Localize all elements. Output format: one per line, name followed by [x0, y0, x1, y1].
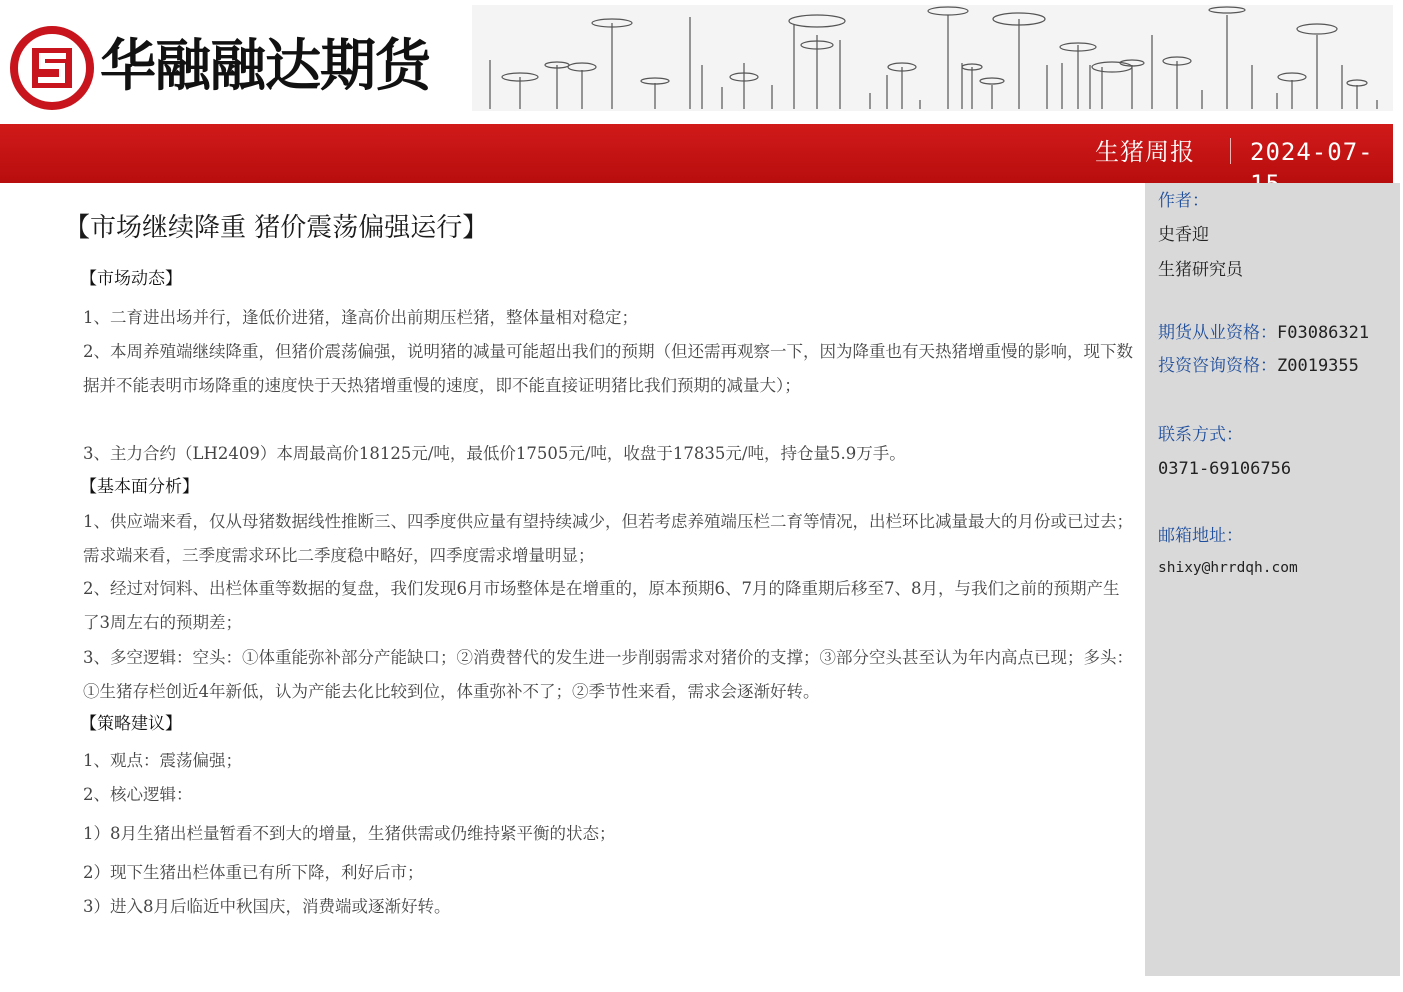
- strategy-paragraph-4: 2）现下生猪出栏体重已有所下降，利好后市；: [83, 863, 424, 882]
- email-label: 邮箱地址：: [1158, 526, 1243, 546]
- report-header-bar: [0, 124, 1393, 183]
- fundamentals-paragraph-3: 3、多空逻辑：空头：①体重能弥补部分产能缺口；②消费替代的发生进一步削弱需求对猪价的支撑；③部分空头甚至认为年内高点已现；多头：①生猪存栏创近4年新低，认为产能去化比较到位，体重弥补不了；②季节性来看，需求会逐渐好转。: [83, 648, 1133, 701]
- investment-qualification-label: 投资咨询资格：: [1158, 356, 1277, 376]
- investment-qualification-value: Z0019355: [1277, 356, 1359, 376]
- strategy-paragraph-1: 1、观点：震荡偏强；: [83, 751, 242, 770]
- author-role: 生猪研究员: [1158, 260, 1243, 280]
- author-label: 作者：: [1158, 191, 1209, 211]
- company-logo: [10, 24, 470, 114]
- author-name: 史香迎: [1158, 225, 1209, 245]
- contact-phone: 0371-69106756: [1158, 459, 1292, 479]
- decorative-banner-icon: [472, 5, 1393, 111]
- company-logo-icon: [10, 26, 94, 110]
- market-paragraph-2: 2、本周养殖端继续降重，但猪价震荡偏强，说明猪的减量可能超出我们的预期（但还需再观察一下，因为降重也有天热猪增重慢的影响，现下数据并不能表明市场降重的速度快于天热猪增重慢的速度，即不能直接证明猪比我们预期的减量大）；: [83, 342, 1133, 395]
- futures-qualification-label: 期货从业资格：: [1158, 323, 1277, 343]
- market-paragraph-3: 3、主力合约（LH2409）本周最高价18125元/吨，最低价17505元/吨，收盘于17835元/吨，持仓量5.9万手。: [83, 444, 906, 463]
- contact-label: 联系方式：: [1158, 425, 1243, 445]
- strategy-paragraph-2: 2、核心逻辑：: [83, 785, 193, 804]
- fundamentals-paragraph-1: 1、供应端来看，仅从母猪数据线性推断三、四季度供应量有望持续减少，但若考虑养殖端压栏二育等情况，出栏环比减量最大的月份或已过去；需求端来看，三季度需求环比二季度稳中略好，四季度需求增量明显；: [83, 512, 1133, 565]
- section-heading-fundamentals: 【基本面分析】: [80, 477, 199, 497]
- company-name: 华融融达期货: [100, 34, 430, 99]
- strategy-paragraph-5: 3）进入8月后临近中秋国庆，消费端或逐渐好转。: [83, 897, 451, 916]
- author-sidebar: [1145, 183, 1400, 976]
- investment-qualification: [1158, 354, 1359, 378]
- report-date: 2024-07-: [1250, 138, 1374, 166]
- strategy-paragraph-3: 1）8月生猪出栏量暂看不到大的增量，生猪供需或仍维持紧平衡的状态；: [83, 824, 616, 843]
- section-heading-strategy: 【策略建议】: [80, 714, 182, 734]
- report-type: 生猪周报: [1095, 138, 1195, 166]
- email-address[interactable]: shixy@hrrdqh.com: [1158, 560, 1298, 576]
- section-heading-market: 【市场动态】: [80, 269, 182, 289]
- futures-qualification: [1158, 321, 1369, 345]
- market-paragraph-1: 1、二育进出场并行，逢低价进猪，逢高价出前期压栏猪，整体量相对稳定；: [83, 308, 638, 327]
- futures-qualification-value: F03086321: [1277, 323, 1370, 343]
- header-divider: [1230, 138, 1231, 164]
- report-title: 【市场继续降重 猪价震荡偏强运行】: [64, 213, 489, 243]
- fundamentals-paragraph-2: 2、经过对饲料、出栏体重等数据的复盘，我们发现6月市场整体是在增重的，原本预期6、7月的降重期后移至7、8月，与我们之前的预期产生了3周左右的预期差；: [83, 579, 1120, 632]
